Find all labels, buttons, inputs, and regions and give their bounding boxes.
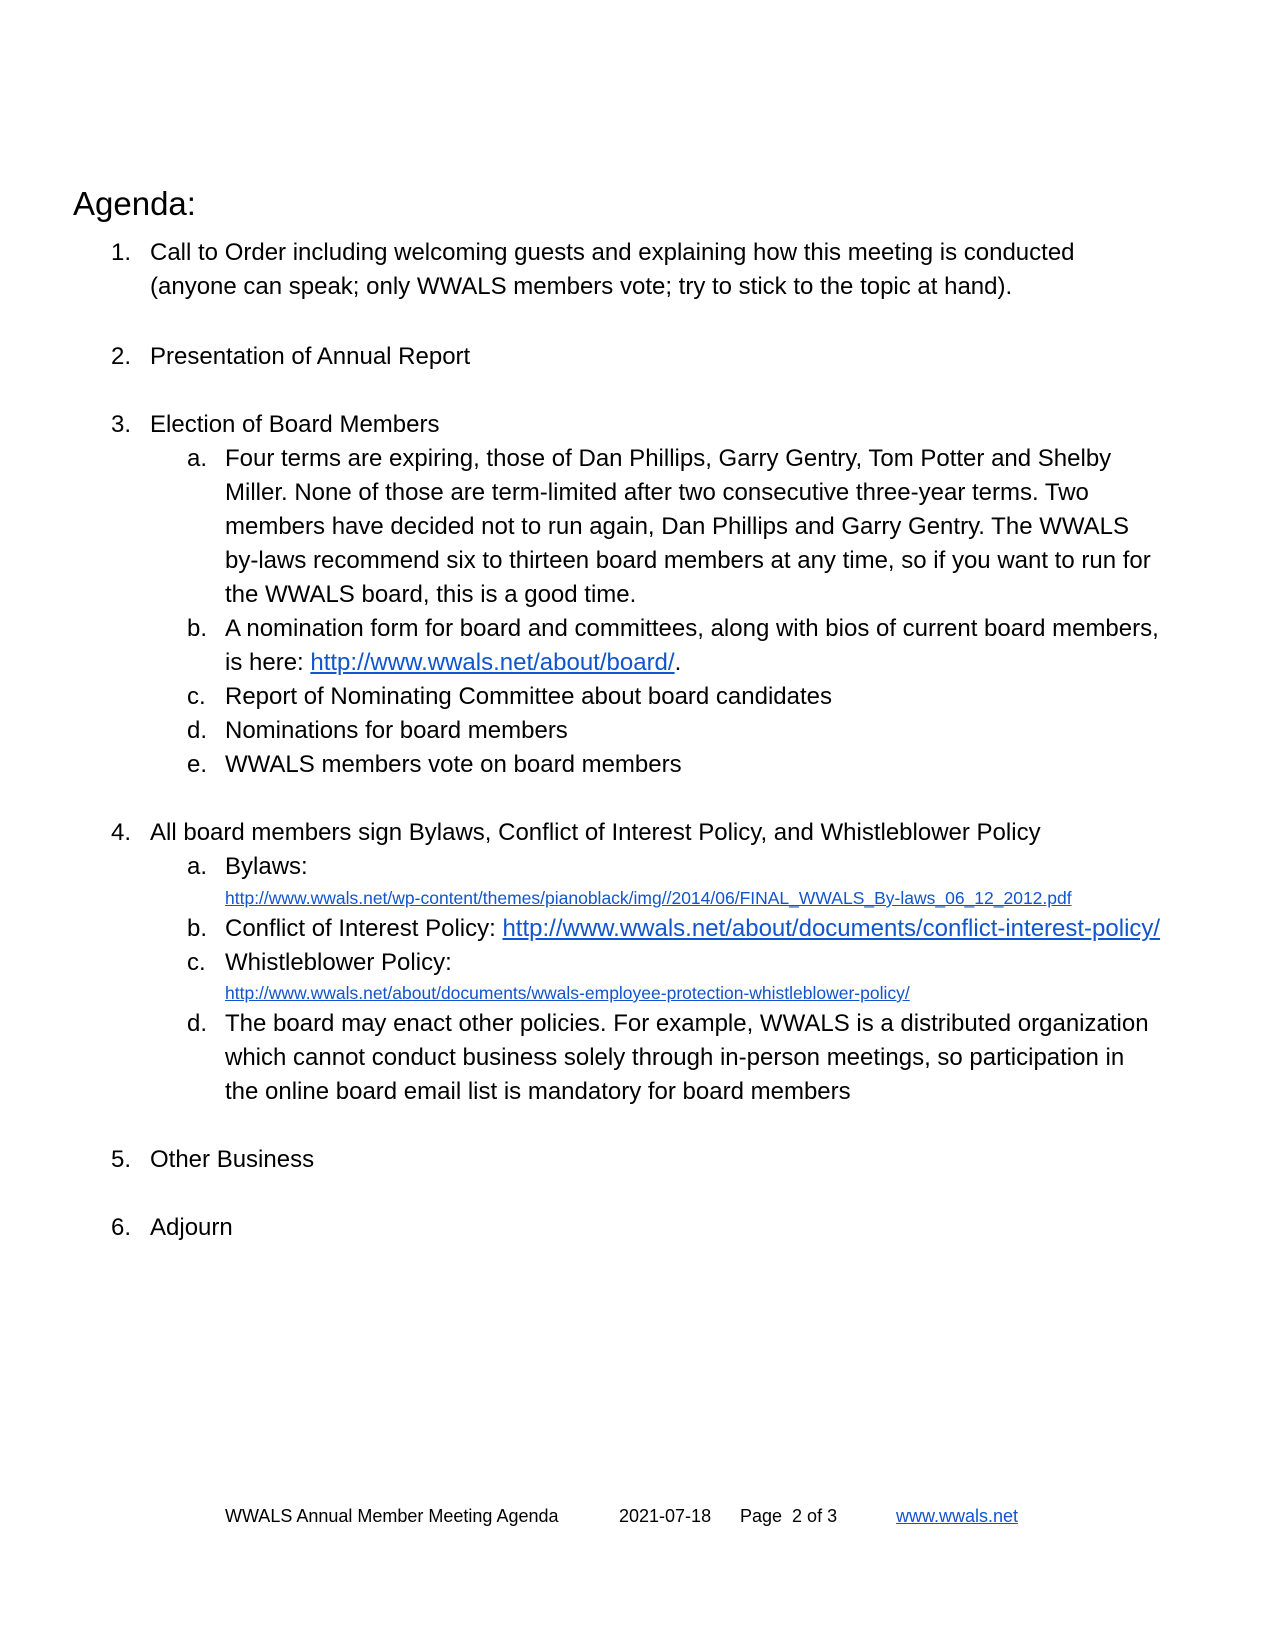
item-number: 1. xyxy=(111,239,132,266)
subitem-marker: b. xyxy=(187,915,208,942)
page-heading: Agenda: xyxy=(73,185,196,222)
subitem-line: by-laws recommend six to thirteen board members at any time, so if you want to run for xyxy=(225,547,1151,574)
item-text xyxy=(150,236,1210,304)
subitem-marker: c. xyxy=(187,683,206,710)
subitem-marker: e. xyxy=(187,751,208,778)
item-number: 5. xyxy=(111,1146,132,1173)
subitem-line: the WWALS board, this is a good time. xyxy=(225,581,637,608)
subitem-text xyxy=(225,442,1225,612)
subitem-line: Miller. None of those are term-limited after two consecutive three-year terms. Two xyxy=(225,479,1089,506)
subitem-text xyxy=(225,946,1225,980)
subitem-line: members have decided not to run again, Dan Phillips and Garry Gentry. The WWALS xyxy=(225,513,1129,540)
subitem-text: Report of Nominating Committee about board candidates xyxy=(225,683,833,710)
subitem-marker: a. xyxy=(187,445,208,472)
subitem-line: The board may enact other policies. For example, WWALS is a distributed organization xyxy=(225,1010,1149,1037)
subitem-text: WWALS members vote on board members xyxy=(225,751,682,778)
subitem-line: the online board email list is mandatory for board members xyxy=(225,1078,851,1105)
subitem-marker: b. xyxy=(187,615,208,642)
item-line: Call to Order including welcoming guests and explaining how this meeting is conducted xyxy=(150,239,1075,266)
conflict-policy-link[interactable]: http://www.wwals.net/about/documents/conflict-interest-policy/ xyxy=(502,915,1161,942)
subitem-marker: c. xyxy=(187,949,206,976)
subitem-text: Nominations for board members xyxy=(225,717,568,744)
footer-website xyxy=(896,1505,1018,1527)
subitem-line: Four terms are expiring, those of Dan Phillips, Garry Gentry, Tom Potter and Shelby xyxy=(225,445,1112,472)
subitem-text xyxy=(225,912,1225,946)
subitem-link-wrap xyxy=(225,980,1225,1006)
board-link[interactable]: http://www.wwals.net/about/board/ xyxy=(310,649,675,676)
subitem-label: Bylaws: xyxy=(225,853,308,880)
subitem-line xyxy=(225,912,1225,946)
bylaws-link[interactable]: http://www.wwals.net/wp-content/themes/pianoblack/img//2014/06/FINAL_WWALS_By-laws_06_12_2012.pdf xyxy=(225,888,1072,908)
subitem-text xyxy=(225,850,1225,884)
subitem-marker: d. xyxy=(187,1010,208,1037)
subitem-marker: a. xyxy=(187,853,208,880)
item-line: (anyone can speak; only WWALS members vote; try to stick to the topic at hand). xyxy=(150,273,1013,300)
subitem-text xyxy=(225,1007,1225,1109)
subitem-label: Conflict of Interest Policy: xyxy=(225,915,503,942)
subitem-text xyxy=(225,612,1225,680)
item-number: 3. xyxy=(111,411,132,438)
item-text: All board members sign Bylaws, Conflict of Interest Policy, and Whistleblower Policy xyxy=(150,819,1041,846)
item-text: Election of Board Members xyxy=(150,411,440,438)
subitem-line: A nomination form for board and committees, along with bios of current board members, xyxy=(225,615,1159,642)
item-number: 6. xyxy=(111,1214,132,1241)
item-text: Presentation of Annual Report xyxy=(150,343,471,370)
link-suffix: . xyxy=(674,649,682,676)
item-text: Adjourn xyxy=(150,1214,233,1241)
whistleblower-policy-link[interactable]: http://www.wwals.net/about/documents/wwals-employee-protection-whistleblower-policy/ xyxy=(225,983,910,1003)
subitem-link-wrap xyxy=(225,885,1225,911)
subitem-line: which cannot conduct business solely through in-person meetings, so participation in xyxy=(225,1044,1125,1071)
subitem-marker: d. xyxy=(187,717,208,744)
subitem-line xyxy=(225,646,1225,680)
item-number: 2. xyxy=(111,343,132,370)
subitem-label: Whistleblower Policy: xyxy=(225,949,452,976)
footer-website-link[interactable]: www.wwals.net xyxy=(896,1506,1019,1526)
footer-title: WWALS Annual Member Meeting Agenda xyxy=(225,1506,559,1526)
footer-date: 2021-07-18 xyxy=(619,1506,712,1526)
link-prefix: is here: xyxy=(225,649,311,676)
item-text: Other Business xyxy=(150,1146,315,1173)
item-number: 4. xyxy=(111,819,132,846)
footer-page-number: Page 2 of 3 xyxy=(740,1506,838,1526)
